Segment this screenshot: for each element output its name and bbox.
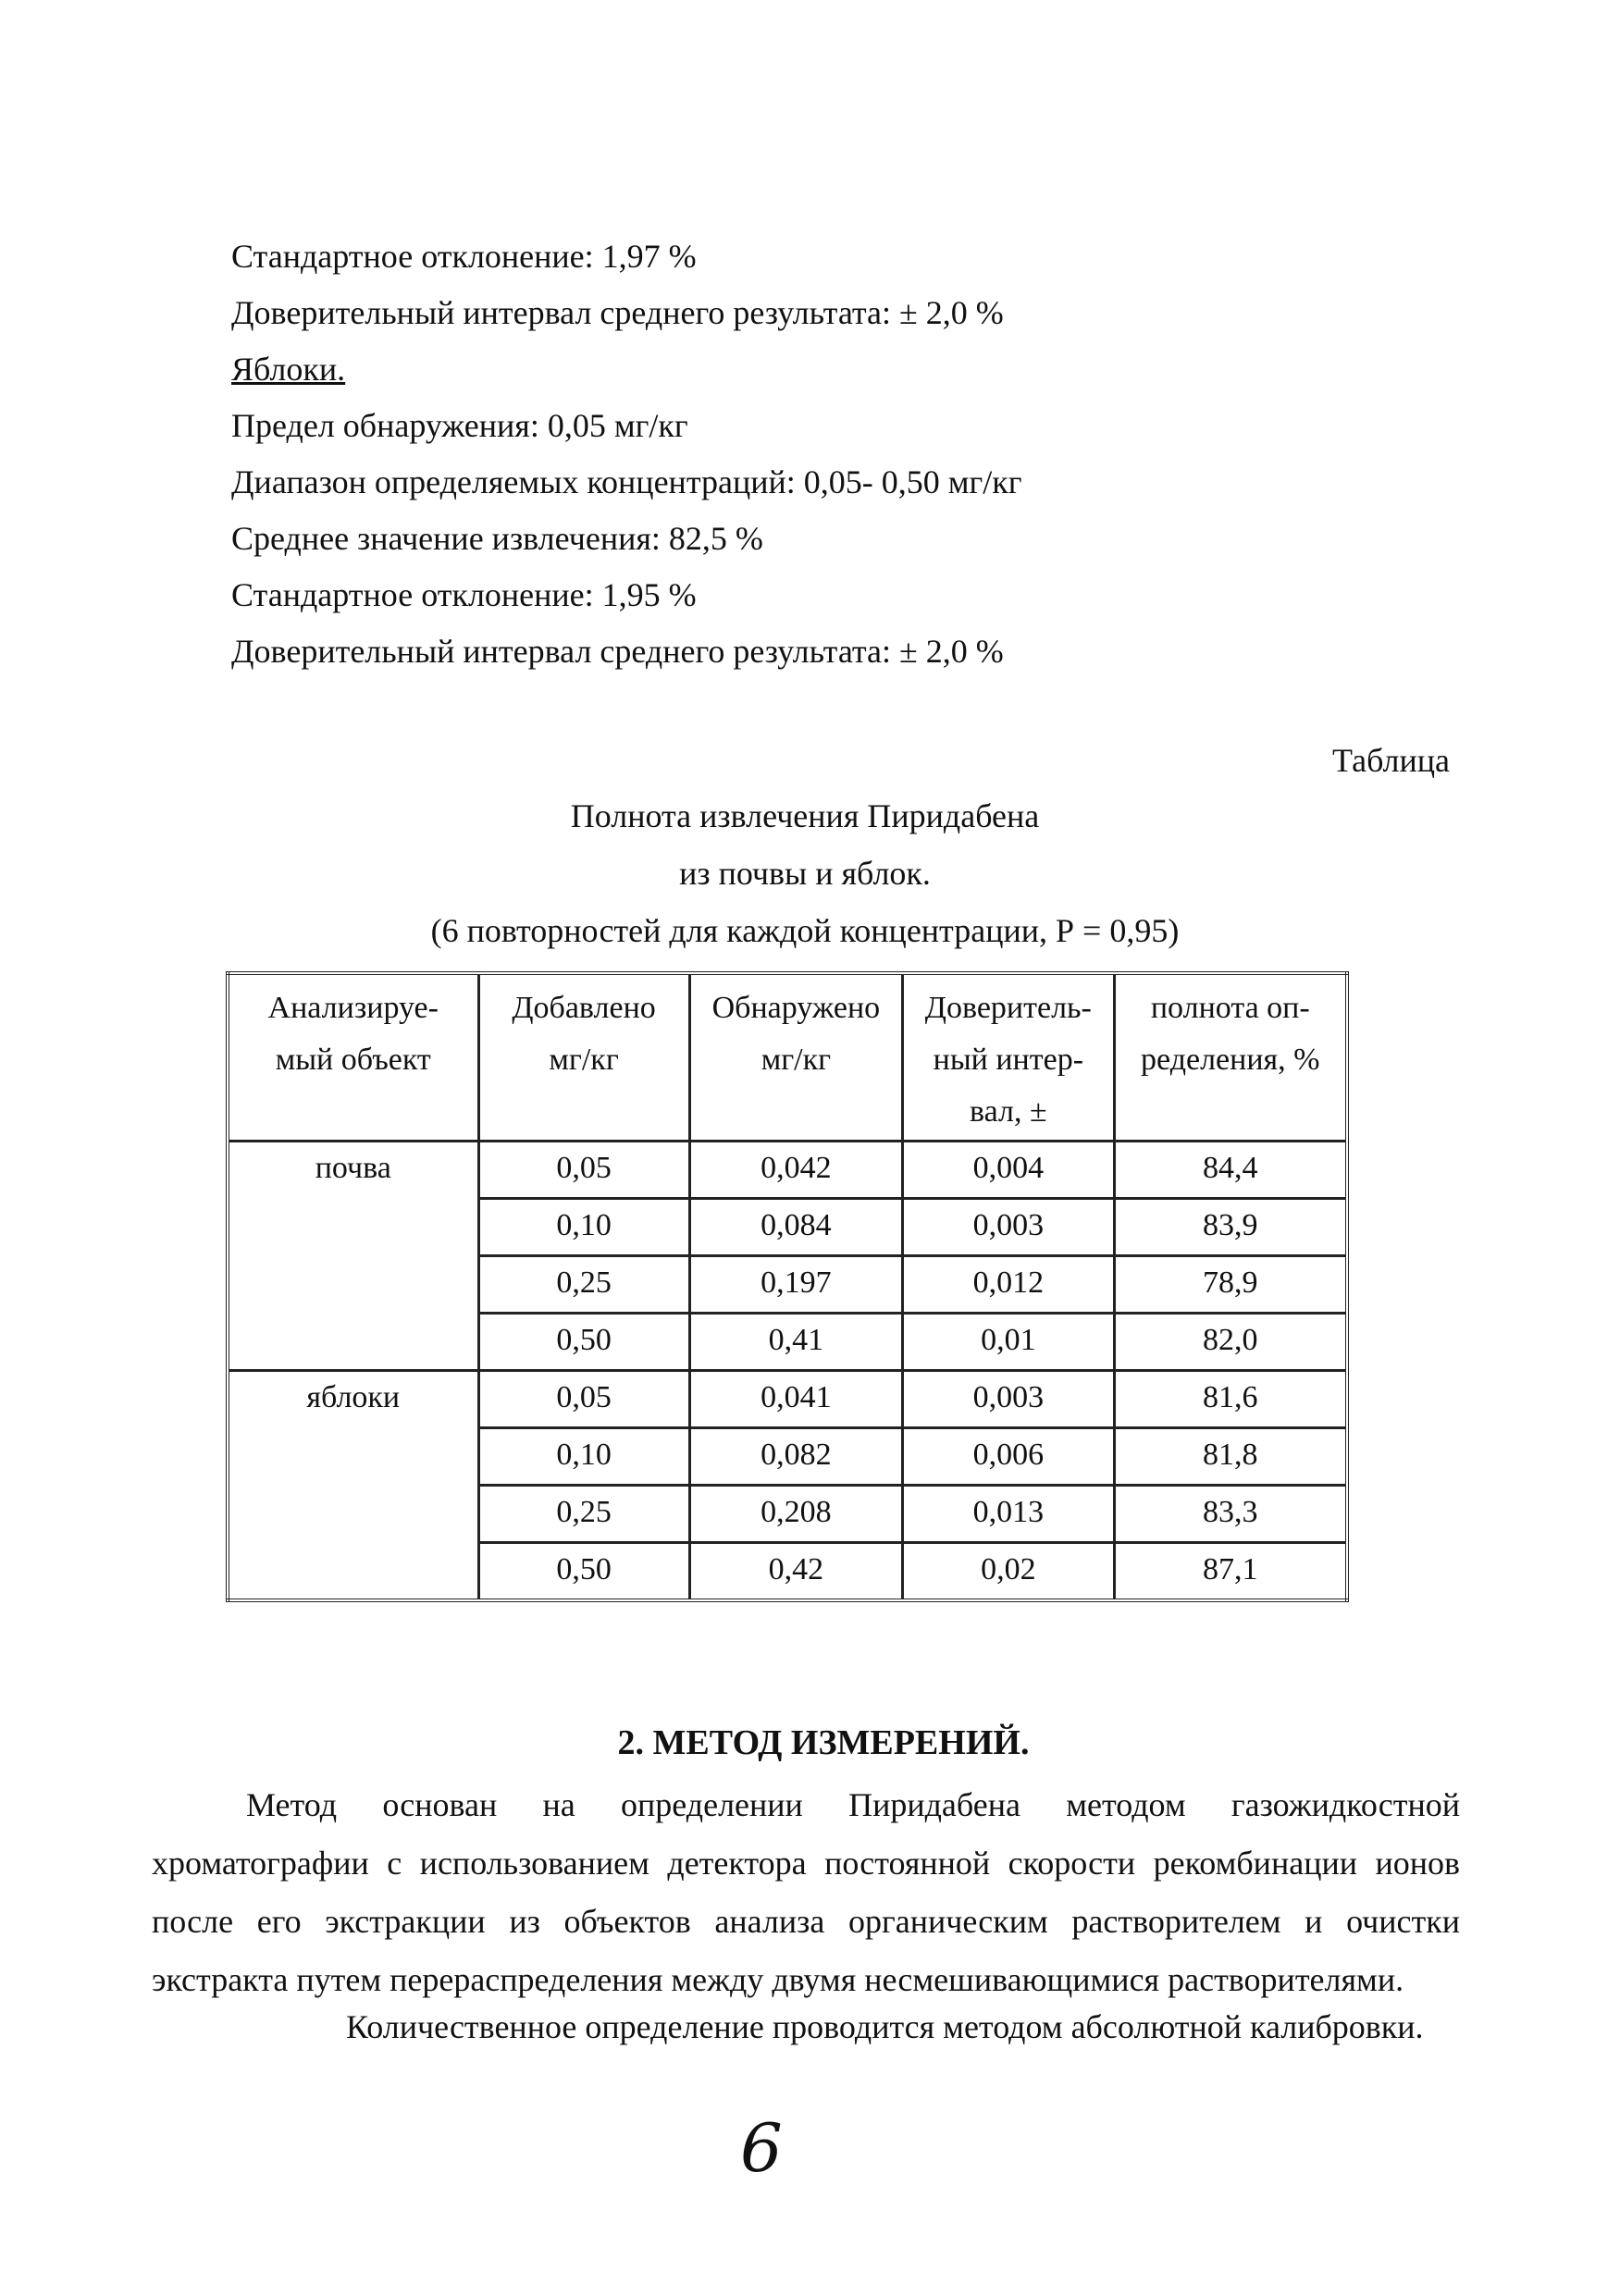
table-cell: 81,6 [1114, 1371, 1347, 1428]
table-cell: 0,02 [903, 1543, 1114, 1601]
table-cell: 0,003 [903, 1371, 1114, 1428]
table-cell: 0,42 [689, 1543, 902, 1601]
header-confidence: Доверитель- ный интер- вал, ± [903, 973, 1114, 1142]
table-title-3: (6 повторностей для каждой концентрации, Р = 0,95) [430, 912, 1180, 949]
header-recovery: полнота оп- ределения, % [1114, 973, 1347, 1142]
section-heading: 2. МЕТОД ИЗМЕРЕНИЙ. [617, 1723, 1030, 1762]
table-cell: 0,082 [689, 1428, 902, 1486]
header-added: Добавлено мг/кг [478, 973, 689, 1142]
table-cell: 0,41 [689, 1314, 902, 1371]
table-cell: 0,05 [478, 1142, 689, 1199]
table-cell: 0,012 [903, 1256, 1114, 1314]
method-paragraph: Метод основан на определении Пиридабена методом газожидкостной хроматографии с использованием детектора постоянной скорости рекомбинации ионов после его экстракции из объектов анализа органическим растворителем и очистки экстракта путем перераспределения между двумя несмешивающимися растворителями. [152, 1786, 1460, 1998]
recovery-table [226, 971, 1349, 1602]
table-cell: 0,50 [478, 1543, 689, 1601]
table-cell: 84,4 [1114, 1142, 1347, 1199]
top-line-1: Стандартное отклонение: 1,97 % [231, 238, 697, 275]
page-number: 6 [740, 2109, 783, 2187]
table-cell: 82,0 [1114, 1314, 1347, 1371]
table-cell: 0,003 [903, 1199, 1114, 1256]
table-cell: 0,05 [478, 1371, 689, 1428]
apple-line-5: Доверительный интервал среднего результата: ± 2,0 % [231, 633, 1004, 670]
top-line-2: Доверительный интервал среднего результата: ± 2,0 % [231, 294, 1004, 331]
table-cell: 81,8 [1114, 1428, 1347, 1486]
apple-line-1: Предел обнаружения: 0,05 мг/кг [231, 407, 688, 444]
calibration-paragraph: Количественное определение проводится методом абсолютной калибровки. [346, 2008, 1424, 2045]
header-object: Анализируе- мый объект [228, 973, 478, 1142]
table-row [228, 1142, 1347, 1199]
table-cell: 0,197 [689, 1256, 902, 1314]
apples-heading: Яблоки. [231, 351, 346, 388]
table-title-2: из почвы и яблок. [679, 855, 931, 892]
table-row [228, 1371, 1347, 1428]
header-found: Обнаружено мг/кг [689, 973, 902, 1142]
table-cell: 0,10 [478, 1199, 689, 1256]
apple-line-3: Среднее значение извлечения: 82,5 % [231, 520, 763, 557]
table-cell: 83,9 [1114, 1199, 1347, 1256]
table-cell: 87,1 [1114, 1543, 1347, 1601]
table-cell: 0,042 [689, 1142, 902, 1199]
table-cell: 0,10 [478, 1428, 689, 1486]
apple-line-4: Стандартное отклонение: 1,95 % [231, 576, 697, 613]
table-cell: 0,25 [478, 1486, 689, 1543]
table-cell: 83,3 [1114, 1486, 1347, 1543]
object-cell: яблоки [228, 1371, 478, 1601]
table-cell: 78,9 [1114, 1256, 1347, 1314]
apple-line-2: Диапазон определяемых концентраций: 0,05- 0,50 мг/кг [231, 463, 1022, 500]
table-cell: 0,208 [689, 1486, 902, 1543]
object-cell: почва [228, 1142, 478, 1371]
table-title-1: Полнота извлечения Пиридабена [570, 797, 1040, 834]
table-cell: 0,01 [903, 1314, 1114, 1371]
table-cell: 0,004 [903, 1142, 1114, 1199]
table-cell: 0,50 [478, 1314, 689, 1371]
table-cell: 0,041 [689, 1371, 902, 1428]
table-label: Таблица [1332, 742, 1450, 779]
table-cell: 0,006 [903, 1428, 1114, 1486]
table-cell: 0,013 [903, 1486, 1114, 1543]
table-cell: 0,084 [689, 1199, 902, 1256]
table-cell: 0,25 [478, 1256, 689, 1314]
table-header-row [228, 973, 1347, 1142]
